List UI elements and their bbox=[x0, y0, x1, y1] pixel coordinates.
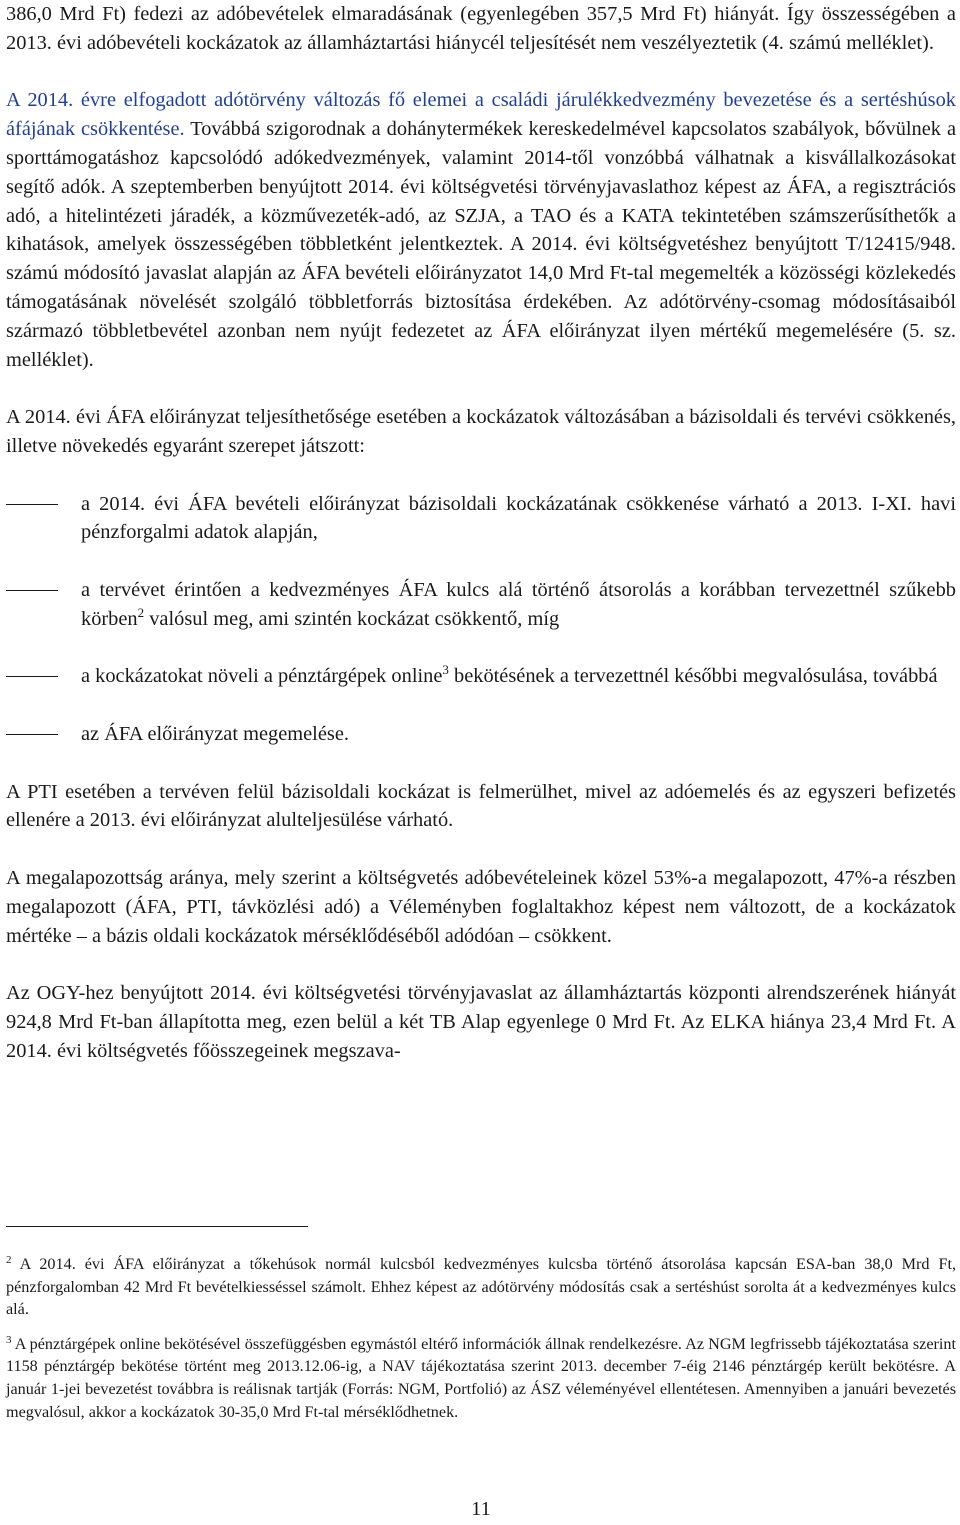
paragraph-6: Az OGY-hez benyújtott 2014. évi költségvetési törvényjavaslat az államháztartás központi alrendszerének hiányát 924,8 Mrd Ft-ban állapította meg, ezen belül a két TB Alap egyenlege 0 Mrd Ft. Az ELKA hiánya 23,4 Mrd Ft. A 2014. évi költségvetés főösszegeinek megszava- bbox=[6, 982, 956, 1062]
footnote-mark: 3 bbox=[6, 1333, 12, 1346]
paragraph-2-rest: Továbbá szigorodnak a dohánytermékek kereskedelmével kapcsolatos szabályok, bővülnek a sporttámogatáshoz kapcsolódó adókedvezmények, valamint 2014-től vonzóbbá válhatnak a kisvállalkozásokat segítő adók. A szeptemberben benyújtott 2014. évi költségvetési törvényjavaslathoz képest az ÁFA, a regisztrációs adó, a hitelintézeti járadék, a közművezeték-adó, az SZJA, a TAO és a KATA tekintetében számszerűsíthetők a kihatások, amelyek összességében többletként jelentkeztek. A 2014. évi költségvetéshez benyújtott T/12415/948. számú módosító javaslat alapján az ÁFA bevételi előirányzatot 14,0 Mrd Ft-tal megemelték a közösségi közlekedés támogatásának növelését szolgáló többletforrás biztosítása érdekében. Az adótörvény-csomag módosításaiból származó többletbevétel azonban nem nyújt fedezetet az ÁFA előirányzat ilyen mértékű megemelésére (5. sz. melléklet). bbox=[6, 118, 956, 371]
dash-list-item bbox=[6, 720, 956, 749]
paragraph-1: 386,0 Mrd Ft) fedezi az adóbevételek elmaradásának (egyenlegében 357,5 Mrd Ft) hiányát. Így összességében a 2013. évi adóbevételi kockázatok az államháztartási hiánycél teljesítését nem veszélyeztetik (4. számú melléklet). bbox=[6, 3, 956, 54]
dash-list-item bbox=[6, 490, 956, 548]
paragraph-2-highlight: A 2014. évre elfogadott adótörvény változás fő elemei a családi járulékkedvezmény bevezetése és a sertéshúsok áfájának csökkentése. bbox=[6, 89, 956, 141]
dash-list-item bbox=[6, 576, 956, 634]
dash-bullet-icon bbox=[6, 590, 58, 591]
dash-bullet-icon bbox=[6, 504, 58, 505]
footnote-ref: 3 bbox=[442, 662, 449, 678]
paragraph-2 bbox=[6, 86, 956, 374]
list-item-text-tail: bekötésének a tervezettnél későbbi megvalósulása, továbbá bbox=[448, 665, 938, 688]
paragraph-4: A PTI esetében a tervéven felül bázisoldali kockázat is felmerülhet, mivel az adóemelés és az egyszeri befizetés ellenére a 2013. évi előirányzat alulteljesülése várható. bbox=[6, 780, 956, 832]
footnote-3 bbox=[6, 1333, 956, 1423]
footnote-ref: 2 bbox=[137, 604, 145, 620]
paragraph-5: A megalapozottság aránya, mely szerint a költségvetés adóbevételeinek közel 53%-a megalapozott, 47%-a részben megalapozott (ÁFA, PTI, távközlési adó) a Véleményben foglaltakhoz képest nem változott, de a kockázatok mértéke – a bázis oldali kockázatok mérséklődéséből adódóan – csökkent. bbox=[6, 866, 956, 947]
list-item-text-tail: valósul meg, ami szintén kockázat csökkentő, míg bbox=[144, 607, 560, 630]
footnote-text: A pénztárgépek online bekötésével összefüggésben egymástól eltérő információk állnak rendelkezésre. Az NGM legfrissebb tájékoztatása szerint 1158 pénztárgép bekötése történt meg 2013.12.06-ig, a NAV tájékoztatása szerint 2013. december 7-éig 2146 pénztárgép került bekötésre. A január 1-jei bevezetést továbbra is reálisnak tartják (Forrás: NGM, Portfolió) az ÁSZ véleményével ellentétesen. Amennyiben a januári bevezetés megvalósul, akkor a kockázatok 30-35,0 Mrd Ft-tal mérséklődhetnek. bbox=[6, 1334, 956, 1421]
footnote-text: A 2014. évi ÁFA előirányzat a tőkehúsok normál kulcsból kedvezményes kulcsba történő átsorolása kapcsán ESA-ban 38,0 Mrd Ft, pénzforgalomban 42 Mrd Ft bevételkiesséssel számolt. Ehhez képest az adótörvény módosítás csak a sertéshúst sorolta át a kedvezményes kulcs alá. bbox=[6, 1255, 956, 1319]
dash-list-item bbox=[6, 662, 956, 691]
list-item-text: a tervévet érintően a kedvezményes ÁFA kulcs alá történő átsorolás a korábban tervezettnél szűkebb körben bbox=[81, 578, 956, 630]
footnote-mark: 2 bbox=[6, 1254, 12, 1266]
list-item-text: a kockázatokat növeli a pénztárgépek online bbox=[81, 665, 443, 688]
body-text bbox=[6, 0, 956, 1065]
page-number: 11 bbox=[471, 1498, 491, 1520]
list-item-text: az ÁFA előirányzat megemelése. bbox=[81, 722, 349, 745]
footnote-2 bbox=[6, 1253, 956, 1321]
dash-bullet-icon bbox=[6, 734, 58, 735]
document-page bbox=[6, 0, 956, 1520]
list-item-text: a 2014. évi ÁFA bevételi előirányzat bázisoldali kockázatának csökkenése várható a 2013. I-XI. havi pénzforgalmi adatok alapján, bbox=[81, 492, 956, 544]
footnote-separator bbox=[6, 1226, 308, 1227]
paragraph-3: A 2014. évi ÁFA előirányzat teljesíthetősége esetében a kockázatok változásában a bázisoldali és tervévi csökkenés, illetve növekedés egyaránt szerepet játszott: bbox=[6, 406, 956, 457]
footnotes bbox=[6, 1253, 956, 1423]
dash-bullet-icon bbox=[6, 676, 58, 677]
